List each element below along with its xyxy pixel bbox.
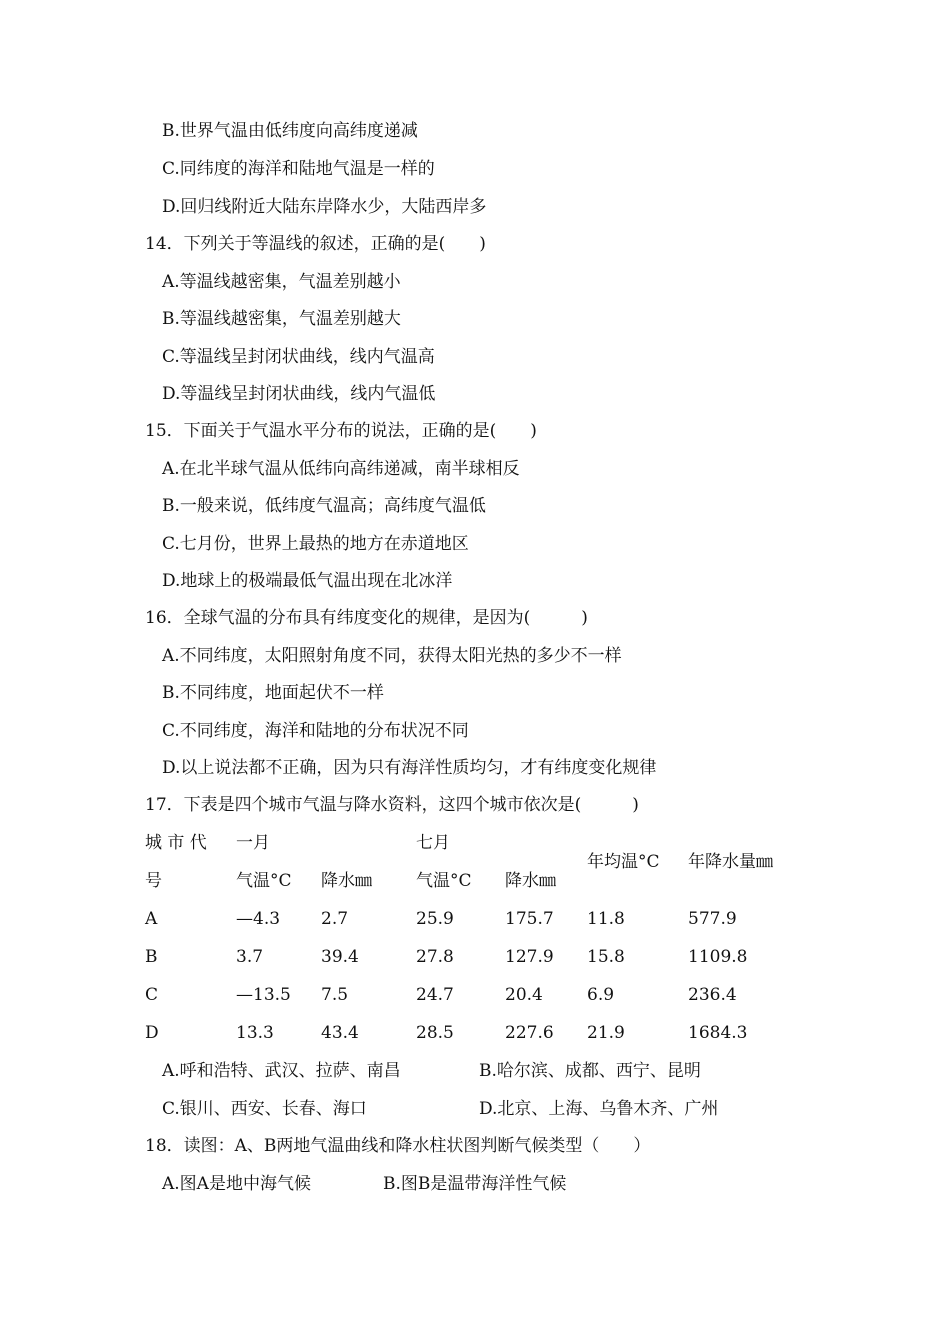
q16-option-d: D.以上说法都不正确，因为只有海洋性质均匀，才有纬度变化规律 [162,758,657,778]
table-cell: —13.5 [236,985,291,1005]
table-cell: 577.9 [688,909,737,929]
table-cell: 11.8 [587,909,625,929]
table-header-january: 一月 [236,833,270,853]
q17-option-a: A.呼和浩特、武汉、拉萨、南昌 [162,1061,401,1081]
table-cell: 127.9 [505,947,554,967]
q14-stem: 14．下列关于等温线的叙述，正确的是( ) [145,234,486,254]
table-header-annual-avg-temp: 年均温°C [587,852,660,872]
table-cell: 20.4 [505,985,543,1005]
q15-option-b: B.一般来说，低纬度气温高；高纬度气温低 [162,496,486,516]
table-header-annual-rain: 年降水量㎜ [688,852,773,872]
q17-option-b: B.哈尔滨、成都、西宁、昆明 [479,1061,701,1081]
q16-option-b: B.不同纬度，地面起伏不一样 [162,683,384,703]
table-cell: 21.9 [587,1023,625,1043]
table-cell: 175.7 [505,909,554,929]
q16-stem: 16．全球气温的分布具有纬度变化的规律，是因为( ) [145,608,588,628]
table-cell: A [145,909,158,929]
q15-option-d: D.地球上的极端最低气温出现在北冰洋 [162,571,453,591]
q16-option-c: C.不同纬度，海洋和陆地的分布状况不同 [162,721,469,741]
q17-option-d: D.北京、上海、乌鲁木齐、广州 [479,1099,719,1119]
q18-option-a: A.图A是地中海气候 [162,1174,311,1194]
table-cell: 13.3 [236,1023,274,1043]
table-cell: 1684.3 [688,1023,748,1043]
table-cell: 15.8 [587,947,625,967]
table-cell: 227.6 [505,1023,554,1043]
q17-option-c: C.银川、西安、长春、海口 [162,1099,367,1119]
table-cell: 25.9 [416,909,454,929]
table-header-jul-rain: 降水㎜ [505,871,556,891]
table-cell: 2.7 [321,909,349,929]
q14-option-b: B.等温线越密集，气温差别越大 [162,309,401,329]
q14-option-d: D.等温线呈封闭状曲线，线内气温低 [162,384,436,404]
table-header-july: 七月 [416,833,450,853]
table-cell: 6.9 [587,985,615,1005]
table-cell: —4.3 [236,909,281,929]
table-header-code-2: 号 [145,871,162,891]
q13-option-d: D.回归线附近大陆东岸降水少，大陆西岸多 [162,197,487,217]
table-cell: 7.5 [321,985,349,1005]
q13-option-b: B.世界气温由低纬度向高纬度递减 [162,121,418,141]
q15-stem: 15．下面关于气温水平分布的说法，正确的是( ) [145,421,537,441]
q18-stem: 18．读图：A、B两地气温曲线和降水柱状图判断气候类型（ ） [145,1136,651,1156]
q17-stem: 17．下表是四个城市气温与降水资料，这四个城市依次是( ) [145,795,639,815]
table-cell: B [145,947,158,967]
table-header-jan-temp: 气温°C [236,871,292,891]
table-header-jul-temp: 气温°C [416,871,472,891]
q15-option-a: A.在北半球气温从低纬向高纬递减，南半球相反 [162,459,520,479]
table-cell: 27.8 [416,947,454,967]
table-cell: D [145,1023,159,1043]
table-header-code-1: 城 市 代 [145,833,207,853]
q16-option-a: A.不同纬度，太阳照射角度不同，获得太阳光热的多少不一样 [162,646,622,666]
q15-option-c: C.七月份，世界上最热的地方在赤道地区 [162,534,469,554]
table-cell: 43.4 [321,1023,359,1043]
table-cell: 39.4 [321,947,359,967]
q14-option-c: C.等温线呈封闭状曲线，线内气温高 [162,347,435,367]
q13-option-c: C.同纬度的海洋和陆地气温是一样的 [162,159,435,179]
table-cell: 24.7 [416,985,454,1005]
table-cell: 28.5 [416,1023,454,1043]
table-header-jan-rain: 降水㎜ [321,871,372,891]
q14-option-a: A.等温线越密集，气温差别越小 [162,272,401,292]
table-cell: 1109.8 [688,947,748,967]
table-cell: C [145,985,159,1005]
q18-option-b: B.图B是温带海洋性气候 [383,1174,567,1194]
table-cell: 236.4 [688,985,737,1005]
table-cell: 3.7 [236,947,264,967]
